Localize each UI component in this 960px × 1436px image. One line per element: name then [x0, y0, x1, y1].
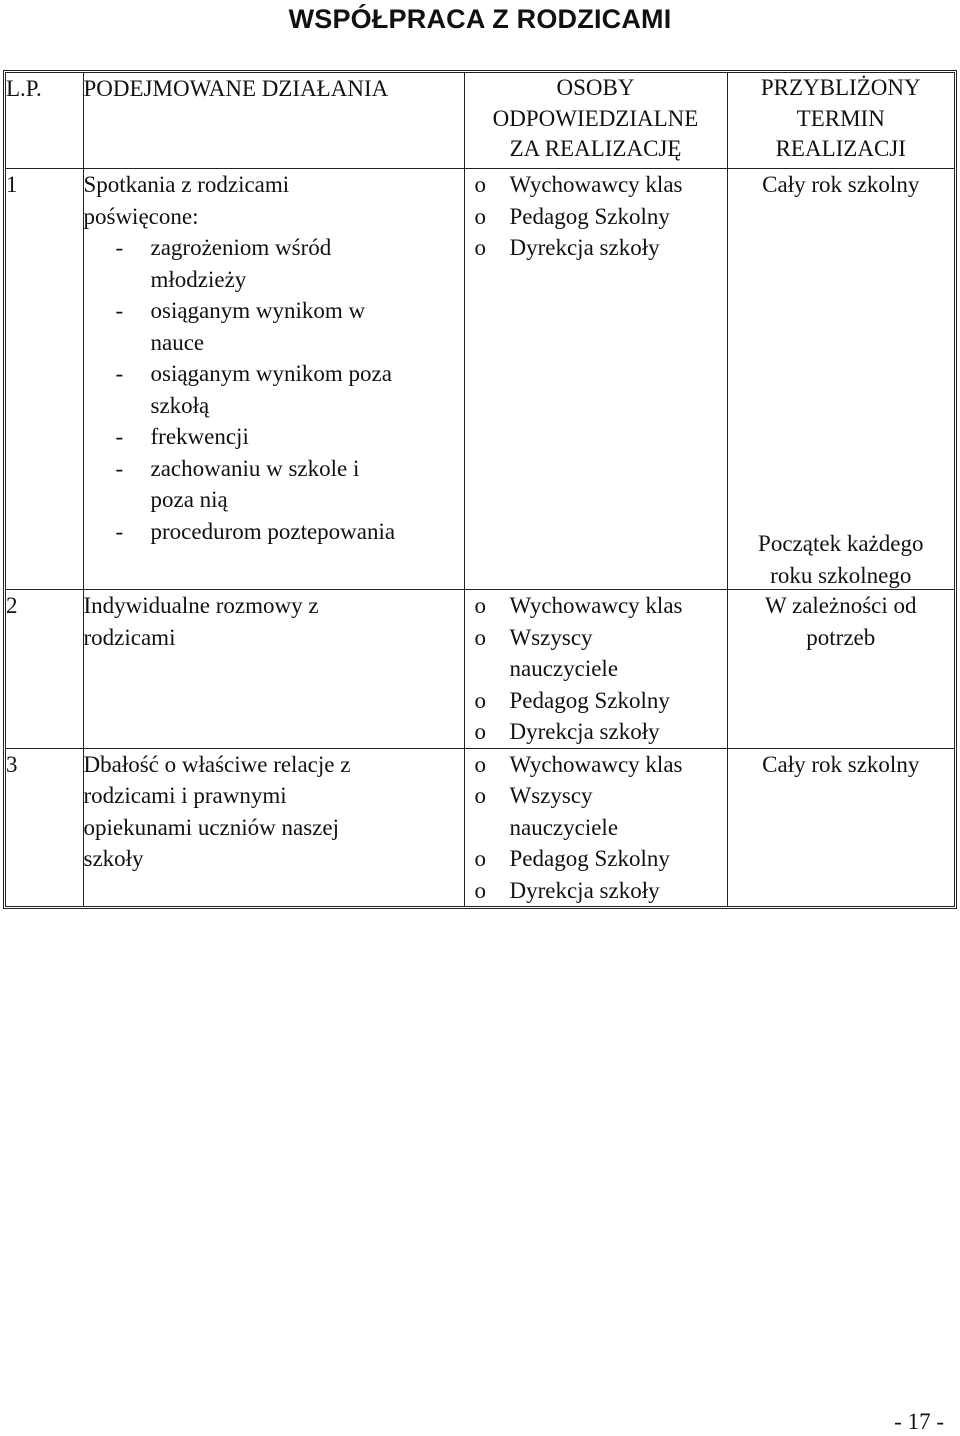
bullet-marker: o [474, 203, 486, 229]
header-responsible-line: OSOBY [556, 75, 635, 100]
header-responsible-line: ODPOWIEDZIALNE [492, 105, 699, 131]
topic-line: zagrożeniom wśród [150, 235, 332, 260]
responsible-item [465, 685, 727, 717]
responsible-item [465, 780, 727, 843]
row-actions [83, 590, 464, 749]
dash-marker: - [115, 424, 124, 449]
bullet-marker: o [474, 751, 486, 777]
responsible-item [465, 875, 727, 907]
action-line: opiekunami uczniów naszej [83, 814, 339, 840]
topic-line: zachowaniu w szkole i [150, 455, 360, 481]
responsible-item [465, 749, 727, 781]
topic-line: osiąganym wynikom poza [150, 361, 392, 386]
topic-item [84, 421, 464, 453]
bullet-marker: o [474, 172, 486, 197]
term-line: Początek każdego [758, 531, 924, 556]
responsible-line: Dyrekcja szkoły [509, 719, 660, 744]
topic-line: poza nią [150, 487, 228, 512]
row-number: 2 [6, 590, 83, 749]
responsible-item [465, 843, 727, 875]
bullet-marker: o [474, 783, 486, 808]
page-number: - 17 - [894, 1409, 944, 1434]
dash-marker: - [115, 455, 124, 481]
bullet-marker: o [474, 624, 486, 650]
action-line: Dbałość o właściwe relacje z [83, 751, 351, 777]
action-line: szkoły [83, 846, 144, 871]
responsible-line: Dyrekcja szkoły [509, 877, 660, 903]
responsible-item [465, 169, 727, 201]
responsible-line: Wychowawcy klas [509, 593, 683, 618]
bullet-marker: o [474, 719, 486, 744]
page-title: WSPÓŁPRACA Z RODZICAMI [288, 4, 672, 34]
bullet-marker: o [474, 846, 486, 871]
dash-marker: - [115, 235, 124, 260]
row-responsible [464, 169, 727, 590]
action-line: poświęcone: [83, 203, 199, 229]
header-term-line: PRZYBLIŻONY [760, 75, 921, 100]
term-line: Cały rok szkolny [762, 172, 920, 197]
row-term [727, 748, 954, 906]
term-line: W zależności od [764, 593, 917, 618]
topic-line: procedurom poztepowania [150, 518, 396, 544]
responsible-item [465, 716, 727, 748]
term-line: Cały rok szkolny [762, 751, 920, 777]
topic-line: szkołą [150, 392, 210, 418]
row-term [727, 590, 954, 749]
topic-line: frekwencji [150, 424, 249, 449]
responsible-line: nauczyciele [509, 814, 619, 840]
dash-marker: - [115, 518, 124, 544]
bullet-marker: o [474, 593, 486, 618]
dash-marker: - [115, 361, 124, 386]
table-row [6, 590, 954, 749]
responsible-item [465, 622, 727, 685]
header-responsible [464, 73, 727, 169]
term-secondary [728, 528, 955, 591]
action-line: Indywidualne rozmowy z [83, 593, 319, 618]
bullet-marker: o [474, 687, 486, 713]
header-term-line: REALIZACJI [775, 136, 906, 161]
responsible-line: Pedagog Szkolny [509, 687, 670, 713]
topic-line: młodzieży [150, 266, 247, 292]
header-lp: L.P. [6, 73, 83, 169]
action-line: rodzicami i prawnymi [83, 783, 287, 808]
table-row [6, 169, 954, 590]
row-term [727, 169, 954, 590]
header-term [727, 73, 954, 169]
row-number: 1 [6, 169, 83, 590]
header-responsible-line: ZA REALIZACJĘ [509, 136, 682, 161]
responsible-line: Wszyscy [509, 783, 593, 808]
responsible-line: Wszyscy [509, 624, 593, 650]
responsible-item [465, 232, 727, 264]
table-header-row [6, 73, 954, 169]
term-line: potrzeb [806, 624, 876, 650]
responsible-line: nauczyciele [509, 656, 619, 681]
table-row [6, 748, 954, 906]
responsible-line: Wychowawcy klas [509, 751, 683, 777]
topic-item [84, 232, 464, 295]
responsible-line: Pedagog Szkolny [509, 203, 670, 229]
responsible-line: Wychowawcy klas [509, 172, 683, 197]
header-actions: PODEJMOWANE DZIAŁANIA [83, 73, 464, 169]
dash-marker: - [115, 298, 124, 323]
plan-table [6, 73, 954, 906]
responsible-item [465, 201, 727, 233]
row-number: 3 [6, 748, 83, 906]
bullet-marker: o [474, 235, 486, 260]
row-responsible [464, 590, 727, 749]
responsible-item [465, 590, 727, 622]
topic-line: osiąganym wynikom w [150, 298, 366, 323]
responsible-line: Dyrekcja szkoły [509, 235, 660, 260]
bullet-marker: o [474, 877, 486, 903]
cooperation-table [3, 70, 957, 909]
topic-item [84, 453, 464, 516]
row-responsible [464, 748, 727, 906]
responsible-line: Pedagog Szkolny [509, 846, 670, 871]
row-actions [83, 169, 464, 590]
topic-line: nauce [150, 329, 205, 355]
row-actions [83, 748, 464, 906]
action-line: rodzicami [83, 624, 176, 650]
term-line: roku szkolnego [770, 562, 912, 588]
topic-item [84, 358, 464, 421]
action-line: Spotkania z rodzicami [83, 172, 290, 197]
header-term-line: TERMIN [796, 105, 885, 131]
topic-item [84, 295, 464, 358]
topic-item [84, 516, 464, 548]
